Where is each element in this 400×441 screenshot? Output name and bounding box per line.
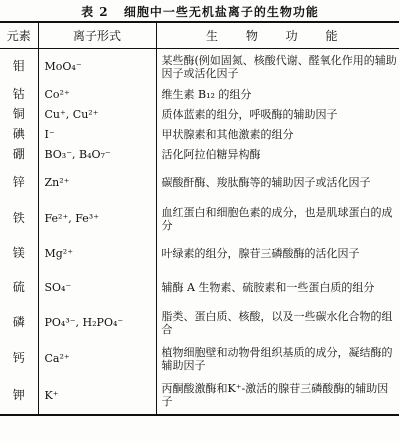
cell-ion: I⁻ [38,125,156,145]
ion-function-table [0,21,399,416]
table-row [0,49,399,85]
cell-ion: PO₄³⁻, H₂PO₄⁻ [38,305,156,341]
cell-ion: Co²⁺ [38,85,156,105]
cell-function: 脂类、蛋白质、核酸，以及一些碳水化合物的组合 [161,309,393,336]
table-row [0,145,399,165]
cell-function: 血红蛋白和细胞色素的成分，也是肌球蛋白的成分 [161,205,393,232]
table-row [0,105,399,125]
header-function: 生 物 功 能 [156,22,399,49]
cell-ion: BO₃⁻, B₄O₇⁻ [38,145,156,165]
cell-ion: Fe²⁺, Fe³⁺ [38,201,156,237]
cell-function: 维生素 B₁₂ 的组分 [161,88,252,101]
table-row [0,271,399,305]
cell-ion: Ca²⁺ [38,341,156,377]
cell-ion: SO₄⁻ [38,271,156,305]
cell-function: 活化阿拉伯糖异构酶 [161,148,261,161]
header-element: 元素 [0,22,38,49]
cell-ion: MoO₄⁻ [38,49,156,85]
cell-element: 钼 [12,59,25,74]
cell-ion: Cu⁺, Cu²⁺ [38,105,156,125]
table-row [0,85,399,105]
cell-function: 辅酶 A 生物素、硫胺素和一些蛋白质的组分 [161,281,375,294]
cell-element: 碘 [12,127,25,141]
cell-element: 硼 [12,147,25,161]
header-ion-form: 离子形式 [38,22,156,49]
table-header-row [0,22,399,49]
cell-function: 丙酮酸激酶和K⁺-激活的腺苷三磷酸酶的辅助因子 [156,377,399,415]
cell-element: 钙 [12,351,25,365]
table-caption [0,3,400,20]
cell-function: 碳酸酐酶、羧肽酶等的辅助因子或活化因子 [161,176,371,189]
cell-element: 镁 [12,246,25,260]
table-row [0,125,399,145]
cell-function: 质体蓝素的组分，呼吸酶的辅助因子 [161,108,338,121]
table-row [0,237,399,271]
table-row [0,165,399,201]
table-row [0,201,399,237]
cell-element: 锌 [12,175,25,189]
cell-element: 磷 [12,315,25,329]
table-row [0,341,399,377]
cell-element: 铁 [12,211,25,225]
cell-element: 硫 [12,280,25,294]
cell-ion: Mg²⁺ [38,237,156,271]
table-label: 表 2 [81,5,109,19]
table-title: 细胞中一些无机盐离子的生物功能 [123,5,319,19]
cell-function: 叶绿素的组分，腺苷三磷酸酶的活化因子 [161,247,360,260]
cell-function: 甲状腺素和其他激素的组分 [161,128,294,141]
cell-element: 钴 [12,87,25,101]
cell-element: 钾 [0,377,38,415]
cell-function: 某些酶(例如固氮、核酸代谢、醛氧化作用的辅助因子或活化因子 [161,53,397,80]
table-row [0,377,399,415]
table-row [0,305,399,341]
cell-element: 铜 [12,107,25,121]
cell-ion: K⁺ [38,377,156,415]
cell-ion: Zn²⁺ [38,165,156,201]
cell-function: 植物细胞壁和动物骨组织基质的成分，凝结酶的辅助因子 [161,345,393,372]
